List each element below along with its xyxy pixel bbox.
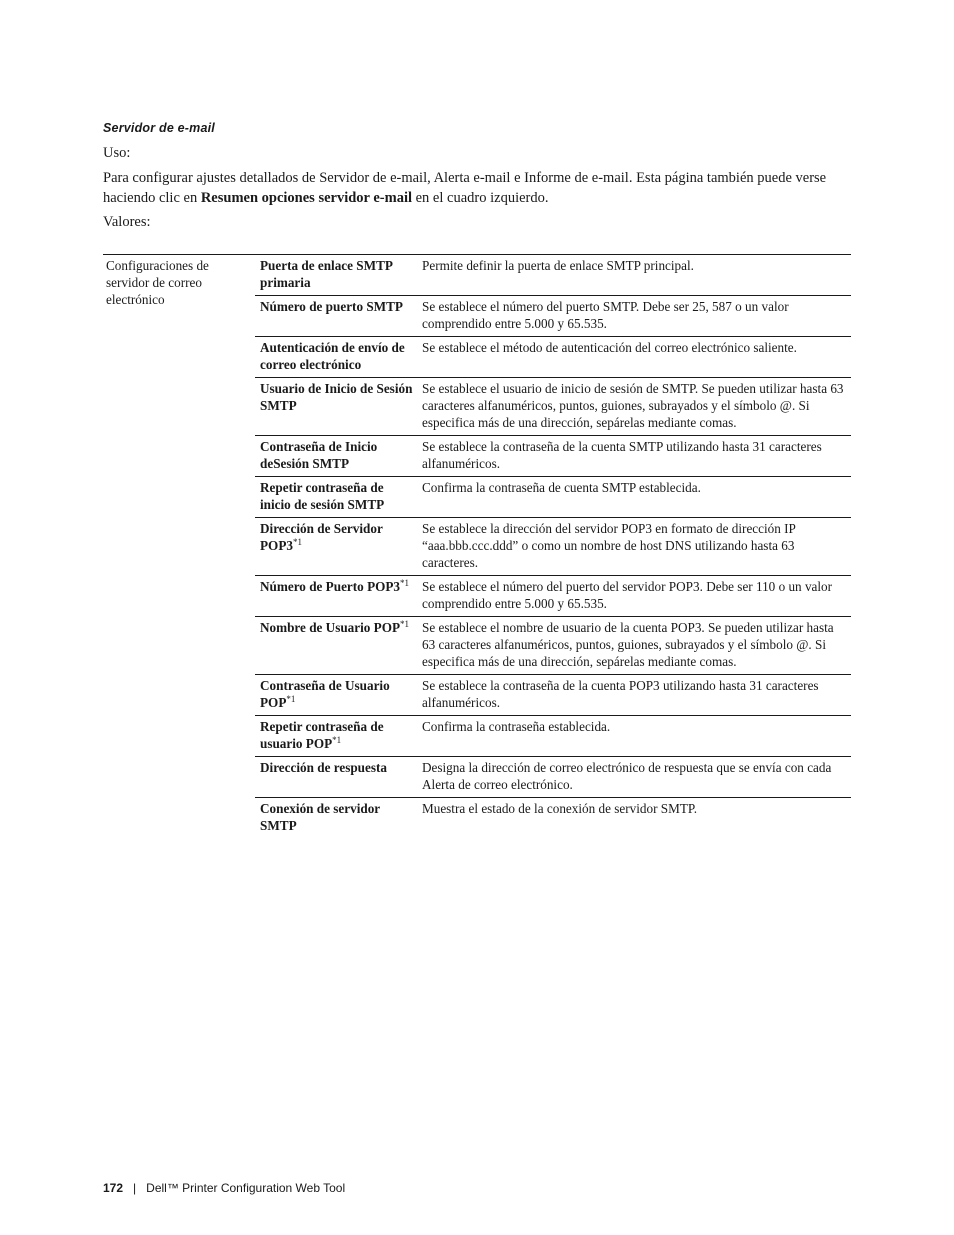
setting-name-text: Contraseña de Usuario POP: [260, 678, 390, 710]
setting-name: [255, 617, 416, 675]
setting-name-text: Nombre de Usuario POP: [260, 620, 401, 635]
setting-name: [255, 675, 416, 716]
setting-name: [255, 436, 416, 477]
footnote-marker: *1: [332, 735, 342, 745]
footnote-marker: *1: [400, 619, 410, 629]
setting-description: Se establece el número del puerto SMTP. Debe ser 25, 587 o un valor comprendido entre 5.000 y 65.535.: [416, 296, 851, 337]
setting-name-text: Autenticación de envío de correo electrónico: [260, 340, 405, 372]
setting-name: [255, 477, 416, 518]
setting-description: Permite definir la puerta de enlace SMTP principal.: [416, 255, 851, 296]
setting-name: [255, 518, 416, 576]
table-body: [103, 255, 851, 839]
page-footer: [103, 1181, 345, 1195]
setting-description: Se establece la contraseña de la cuenta POP3 utilizando hasta 31 caracteres alfanuméricos.: [416, 675, 851, 716]
setting-name: [255, 255, 416, 296]
section-heading: Servidor de e-mail: [103, 121, 215, 135]
setting-name-text: Número de puerto SMTP: [260, 299, 403, 314]
table-row: [103, 255, 851, 296]
setting-name: [255, 716, 416, 757]
setting-name-text: Dirección de Servidor POP3: [260, 521, 383, 553]
setting-description: Se establece el nombre de usuario de la cuenta POP3. Se pueden utilizar hasta 63 caracteres alfanuméricos, puntos, guiones, subrayados y el símbolo @. Si especifica más de una dirección, sepárelas mediante comas.: [416, 617, 851, 675]
description-link-text: Resumen opciones servidor e-mail: [200, 189, 412, 206]
group-label: Configuraciones de servidor de correo electrónico: [103, 255, 255, 839]
setting-name-text: Puerta de enlace SMTP primaria: [260, 258, 393, 290]
setting-description: Se establece el usuario de inicio de sesión de SMTP. Se pueden utilizar hasta 63 caracteres alfanuméricos, puntos, guiones, subrayados y el símbolo @. Si especifica más de una dirección, sepárelas mediante comas.: [416, 378, 851, 436]
footnote-marker: *1: [292, 537, 302, 547]
setting-description: Confirma la contraseña de cuenta SMTP establecida.: [416, 477, 851, 518]
setting-description: Confirma la contraseña establecida.: [416, 716, 851, 757]
setting-name-text: Número de Puerto POP3: [260, 579, 401, 594]
description-paragraph: [103, 169, 843, 208]
setting-name: [255, 798, 416, 839]
setting-name: [255, 757, 416, 798]
setting-description: Se establece el método de autenticación del correo electrónico saliente.: [416, 337, 851, 378]
setting-name: [255, 576, 416, 617]
uso-label: Uso:: [103, 145, 131, 161]
setting-name: [255, 296, 416, 337]
setting-description: Se establece la dirección del servidor POP3 en formato de dirección IP “aaa.bbb.ccc.ddd” o como un nombre de host DNS utilizando hasta 63 caracteres.: [416, 518, 851, 576]
setting-description: Se establece el número del puerto del servidor POP3. Debe ser 110 o un valor comprendido entre 5.000 y 65.535.: [416, 576, 851, 617]
setting-description: Designa la dirección de correo electrónico de respuesta que se envía con cada Alerta de correo electrónico.: [416, 757, 851, 798]
setting-name-text: Usuario de Inicio de Sesión SMTP: [260, 381, 413, 413]
description-text: Para configurar ajustes detallados de Servidor de e-mail, Alerta e-mail e Informe de e-mail. Esta página también puede verse haciendo clic en: [103, 170, 827, 206]
setting-name: [255, 378, 416, 436]
values-table: [103, 254, 851, 838]
setting-name-text: Conexión de servidor SMTP: [260, 801, 380, 833]
setting-name-text: Repetir contraseña de usuario POP: [260, 719, 384, 751]
setting-description: Se establece la contraseña de la cuenta SMTP utilizando hasta 31 caracteres alfanuméricos.: [416, 436, 851, 477]
setting-name-text: Contraseña de Inicio deSesión SMTP: [260, 439, 378, 471]
footer-title: Dell™ Printer Configuration Web Tool: [146, 1181, 346, 1195]
description-text-end: en el cuadro izquierdo.: [412, 189, 549, 206]
footer-separator: |: [133, 1181, 137, 1195]
page-number: 172: [103, 1181, 124, 1195]
footnote-marker: *1: [286, 694, 296, 704]
setting-description: Muestra el estado de la conexión de servidor SMTP.: [416, 798, 851, 839]
setting-name: [255, 337, 416, 378]
footnote-marker: *1: [400, 578, 410, 588]
setting-name-text: Dirección de respuesta: [260, 760, 387, 775]
setting-name-text: Repetir contraseña de inicio de sesión SMTP: [260, 480, 385, 512]
valores-label: Valores:: [103, 214, 151, 230]
